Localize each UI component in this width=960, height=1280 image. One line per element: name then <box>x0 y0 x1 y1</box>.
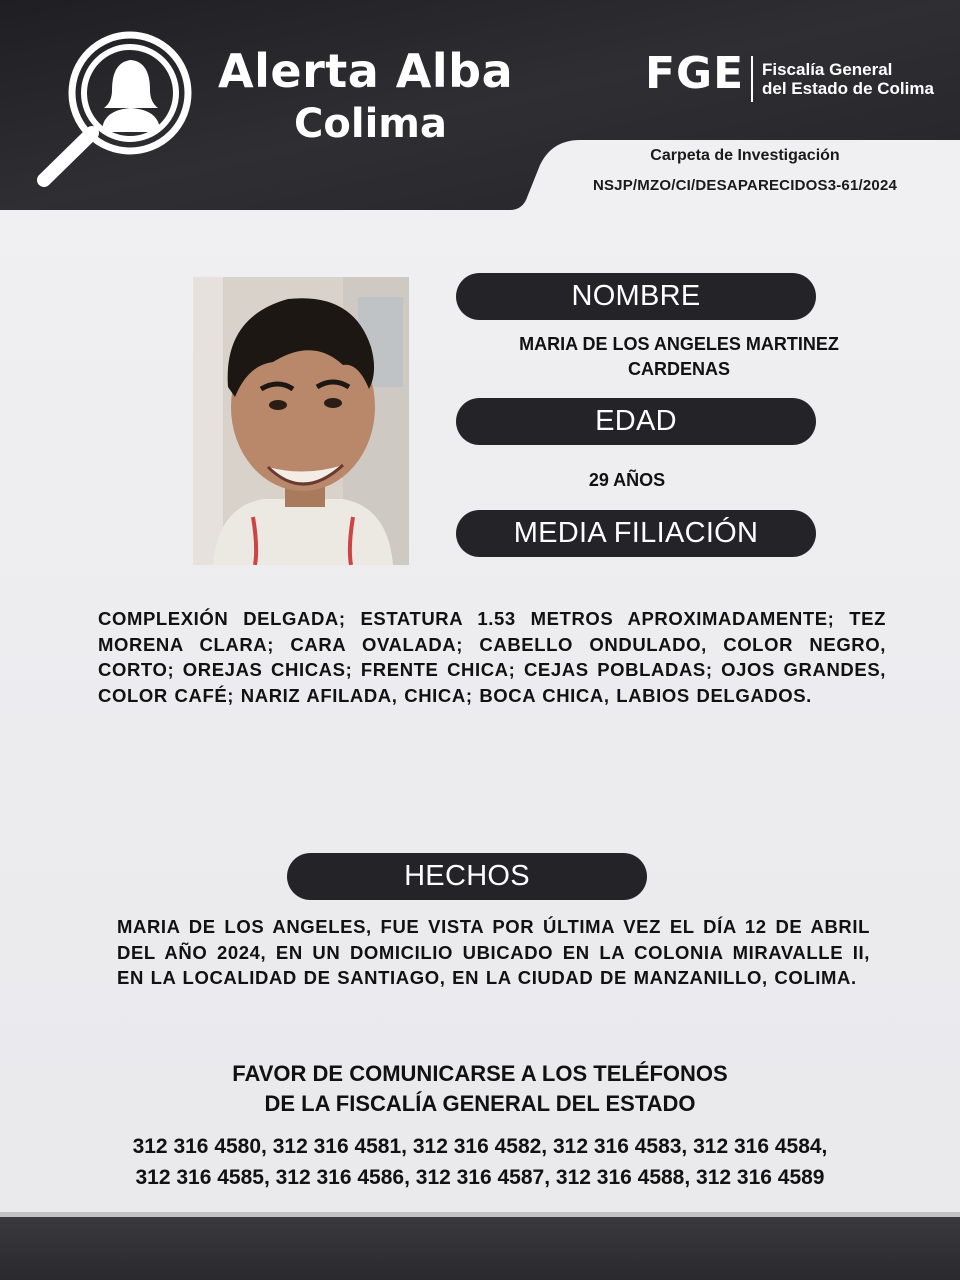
footer-band <box>0 1217 960 1280</box>
phones-line2: 312 316 4585, 312 316 4586, 312 316 4587, 312 316 4588, 312 316 4589 <box>135 1166 825 1189</box>
contact-instructions <box>120 1059 840 1119</box>
age-label-pill: EDAD <box>456 398 816 445</box>
person-name-line2: CARDENAS <box>627 359 730 379</box>
phones-line1: 312 316 4580, 312 316 4581, 312 316 4582, 312 316 4583, 312 316 4584, <box>132 1135 828 1158</box>
description-label-pill: MEDIA FILIACIÓN <box>456 510 816 557</box>
person-age: 29 AÑOS <box>588 470 666 490</box>
magnifier-person-icon <box>30 28 195 193</box>
facts-label-pill: HECHOS <box>287 853 647 900</box>
agency-name <box>762 60 952 98</box>
case-file-number: NSJP/MZO/CI/DESAPARECIDOS3-61/2024 <box>592 177 898 194</box>
person-name <box>460 332 898 382</box>
missing-person-photo <box>193 277 409 565</box>
phone-numbers <box>40 1131 920 1193</box>
alert-subtitle: Colima <box>294 101 447 147</box>
contact-line2: DE LA FISCALÍA GENERAL DEL ESTADO <box>264 1091 696 1116</box>
facts-text: MARIA DE LOS ANGELES, FUE VISTA POR ÚLTIMA VEZ EL DÍA 12 DE ABRIL DEL AÑO 2024, EN UN DOMICILIO UBICADO EN LA COLONIA MIRAVALLE II, EN LA LOCALIDAD DE SANTIAGO, EN LA CIUDAD DE MANZANILLO, COLIMA. <box>117 916 870 988</box>
agency-abbreviation: FGE <box>645 48 745 99</box>
agency-name-line2: del Estado de Colima <box>762 79 934 98</box>
physical-description: COMPLEXIÓN DELGADA; ESTATURA 1.53 METROS APROXIMADAMENTE; TEZ MORENA CLARA; CARA OVALADA; CABELLO ONDULADO, COLOR NEGRO, CORTO; OREJAS CHICAS; FRENTE CHICA; CEJAS POBLADAS; OJOS GRANDES, COLOR CAFÉ; NARIZ AFILADA, CHICA; BOCA CHICA, LABIOS DELGADOS. <box>98 608 886 706</box>
alert-title: Alerta Alba <box>218 44 514 98</box>
case-file-label: Carpeta de Investigación <box>650 147 840 164</box>
agency-name-line1: Fiscalía General <box>762 60 893 79</box>
person-name-line1: MARIA DE LOS ANGELES MARTINEZ <box>519 334 839 354</box>
name-label-pill: NOMBRE <box>456 273 816 320</box>
agency-divider <box>751 56 753 102</box>
contact-line1: FAVOR DE COMUNICARSE A LOS TELÉFONOS <box>232 1061 728 1086</box>
